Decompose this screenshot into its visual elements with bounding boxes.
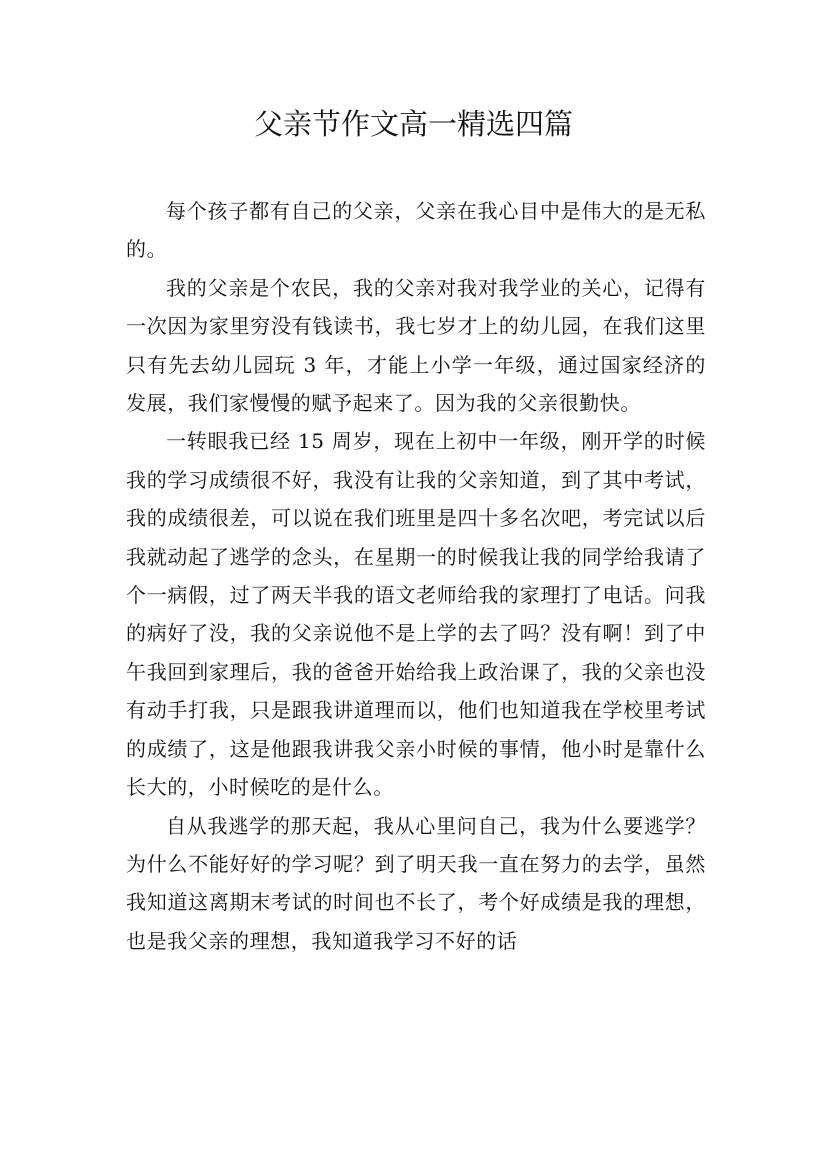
paragraph-2: 我的父亲是个农民，我的父亲对我对我学业的关心，记得有一次因为家里穷没有钱读书，我七岁才上的幼儿园，在我们这里只有先去幼儿园玩 3 年，才能上小学一年级，通过国家经济的发展，我们家慢慢的赋予起来了。因为我的父亲很勤快。: [126, 275, 706, 416]
document-body: [126, 192, 706, 960]
paragraph-1: 每个孩子都有自己的父亲，父亲在我心目中是伟大的是无私的。: [126, 199, 706, 262]
document-title: 父亲节作文高一精选四篇: [253, 107, 573, 141]
paragraph-4: 自从我逃学的那天起，我从心里问自己，我为什么要逃学？为什么不能好好的学习呢？到了明天我一直在努力的去学，虽然我知道这离期末考试的时间也不长了，考个好成绩是我的理想，也是我父亲的理想，我知道我学习不好的话: [126, 813, 706, 953]
paragraph-3: 一转眼我已经 15 周岁，现在上初中一年级，刚开学的时候我的学习成绩很不好，我没有让我的父亲知道，到了其中考试，我的成绩很差，可以说在我们班里是四十多名次吧，考完试以后我就动起了逃学的念头，在星期一的时候我让我的同学给我请了个一病假，过了两天半我的语文老师给我的家理打了电话。问我的病好了没，我的父亲说他不是上学的去了吗？没有啊！到了中午我回到家理后，我的爸爸开始给我上政治课了，我的父亲也没有动手打我，只是跟我讲道理而以，他们也知道我在学校里考试的成绩了，这是他跟我讲我父亲小时候的事情，他小时是靠什么长大的，小时候吃的是什么。: [126, 429, 706, 800]
